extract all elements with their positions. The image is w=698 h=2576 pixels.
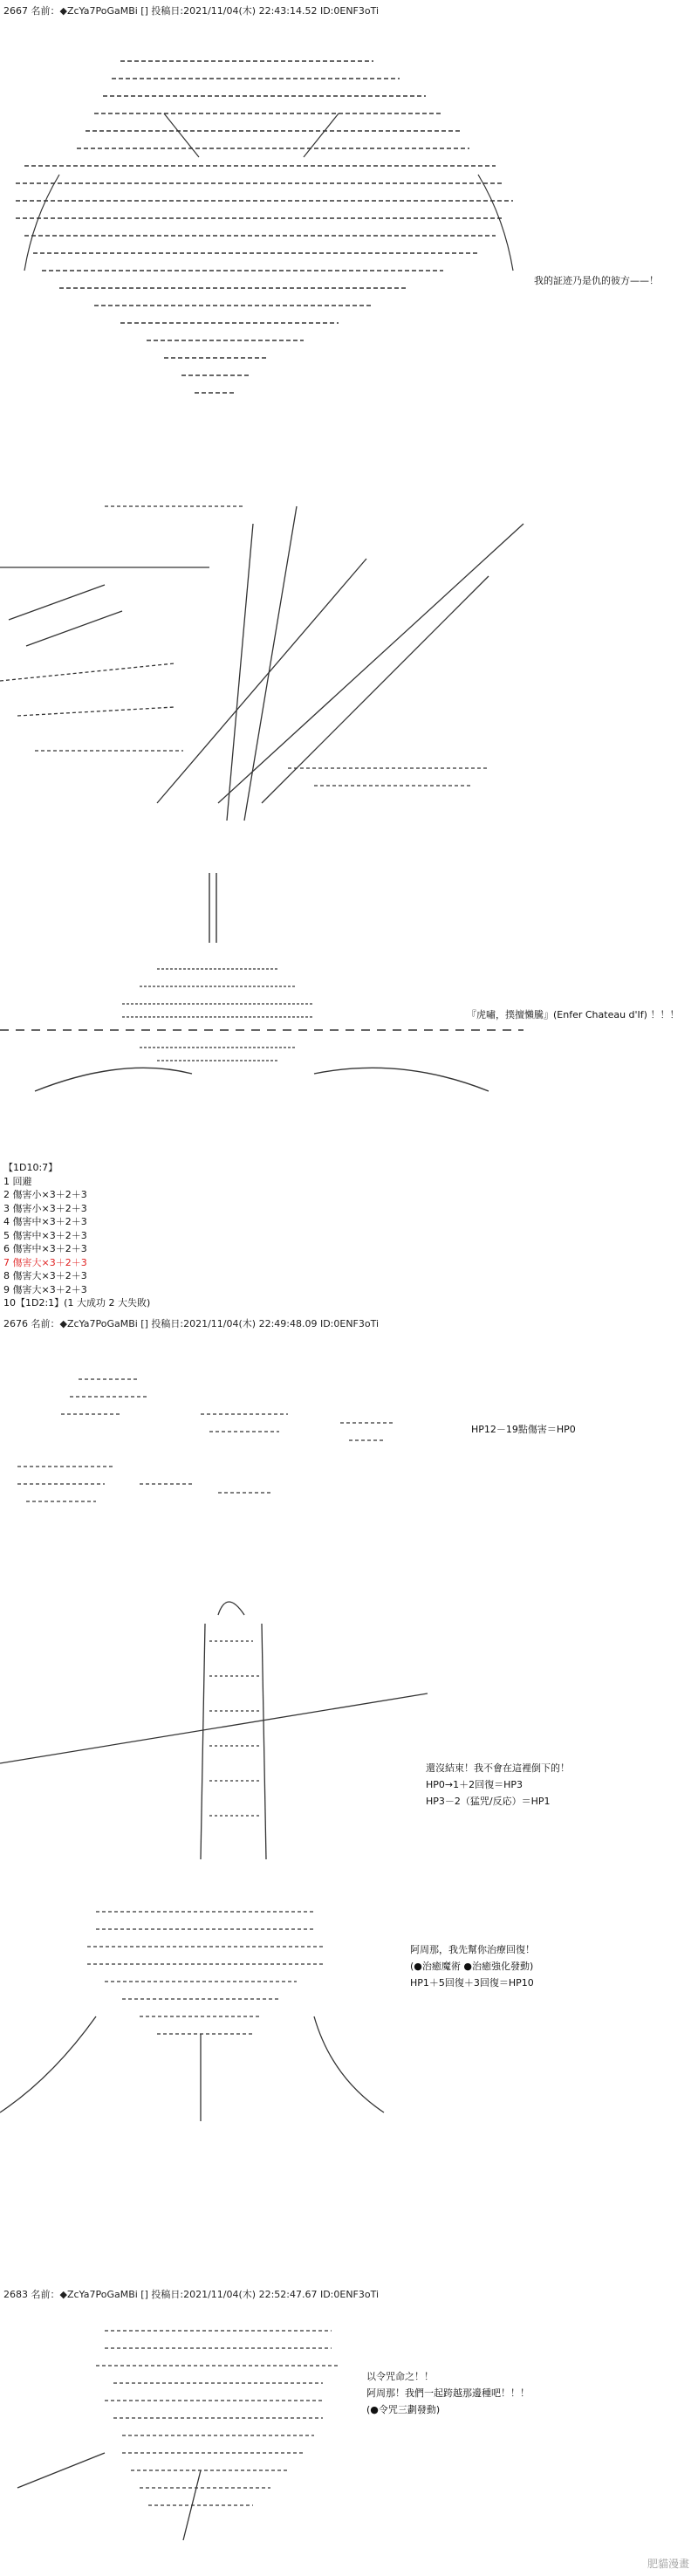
ascii-art-figure-3 <box>0 873 524 1135</box>
roll-line: 4 傷害中×3＋2＋3 <box>3 1216 87 1227</box>
ascii-art-figure-2 <box>0 489 558 838</box>
watermark: 肥貓漫畫 <box>647 2558 689 2570</box>
roll-line: 1 回避 <box>3 1175 32 1187</box>
dialogue-5 <box>410 1941 535 1991</box>
roll-line: 2 傷害小×3＋2＋3 <box>3 1189 87 1200</box>
post-header-2: 2676 名前：◆ZcYa7PoGaMBi [] 投稿日:2021/11/04(木) 22:49:48.09 ID:0ENF3oTi <box>3 1318 380 1329</box>
roll-line: 【1D10:7】 <box>3 1162 58 1173</box>
dialogue-line: 我的証迹乃是仇的彼方——！ <box>534 275 659 286</box>
dialogue-line: HP0→1＋2回復＝HP3 <box>426 1779 524 1790</box>
ascii-art-figure-1 <box>7 44 530 445</box>
roll-line-highlighted: 7 傷害大×3＋2＋3 <box>3 1256 87 1268</box>
dialogue-4 <box>426 1760 570 1810</box>
dialogue-line: 阿周那！我們一起跨越那邊種吧！！！ <box>366 2387 530 2399</box>
dialogue-line: 『虎嘯，撲擅懶騰』(Enfer Chateau d'If) ！！！ <box>467 1009 680 1020</box>
ascii-art-figure-7 <box>9 2322 375 2549</box>
dialogue-2 <box>467 1006 679 1023</box>
dialogue-line: (●令咒三劃發動) <box>366 2404 441 2415</box>
dialogue-line: 還沒結束！我不會在這裡倒下的！ <box>426 1762 570 1774</box>
roll-line: 5 傷害中×3＋2＋3 <box>3 1229 87 1241</box>
dice-roll-list <box>3 1161 150 1310</box>
post-header-3: 2683 名前：◆ZcYa7PoGaMBi [] 投稿日:2021/11/04(木) 22:52:47.67 ID:0ENF3oTi <box>3 2289 380 2300</box>
dialogue-line: HP12－19點傷害＝HP0 <box>471 1424 576 1435</box>
roll-line: 9 傷害大×3＋2＋3 <box>3 1283 87 1295</box>
post-header-1: 2667 名前：◆ZcYa7PoGaMBi [] 投稿日:2021/11/04(木) 22:43:14.52 ID:0ENF3oTi <box>3 5 380 17</box>
dialogue-line: (●治癒魔術 ●治癒強化發動) <box>410 1961 534 1972</box>
roll-line: 8 傷害大×3＋2＋3 <box>3 1270 87 1281</box>
ascii-art-figure-5 <box>0 1589 436 1868</box>
dialogue-1 <box>534 272 659 289</box>
roll-line: 3 傷害小×3＋2＋3 <box>3 1202 87 1214</box>
ascii-art-figure-4 <box>9 1362 428 1536</box>
ascii-art-figure-6 <box>0 1903 401 2130</box>
dialogue-6 <box>366 2368 530 2418</box>
dialogue-line: HP3－2（猛咒/反応）＝HP1 <box>426 1796 551 1807</box>
dialogue-line: 以令咒命之！！ <box>366 2371 434 2382</box>
dialogue-line: HP1＋5回復＋3回復＝HP10 <box>410 1977 534 1989</box>
dialogue-3 <box>471 1421 576 1438</box>
roll-line: 10【1D2:1】(1 大成功 2 大失敗) <box>3 1297 151 1309</box>
roll-line: 6 傷害中×3＋2＋3 <box>3 1243 87 1254</box>
dialogue-line: 阿周那，我先幫你治療回復！ <box>410 1944 535 1955</box>
